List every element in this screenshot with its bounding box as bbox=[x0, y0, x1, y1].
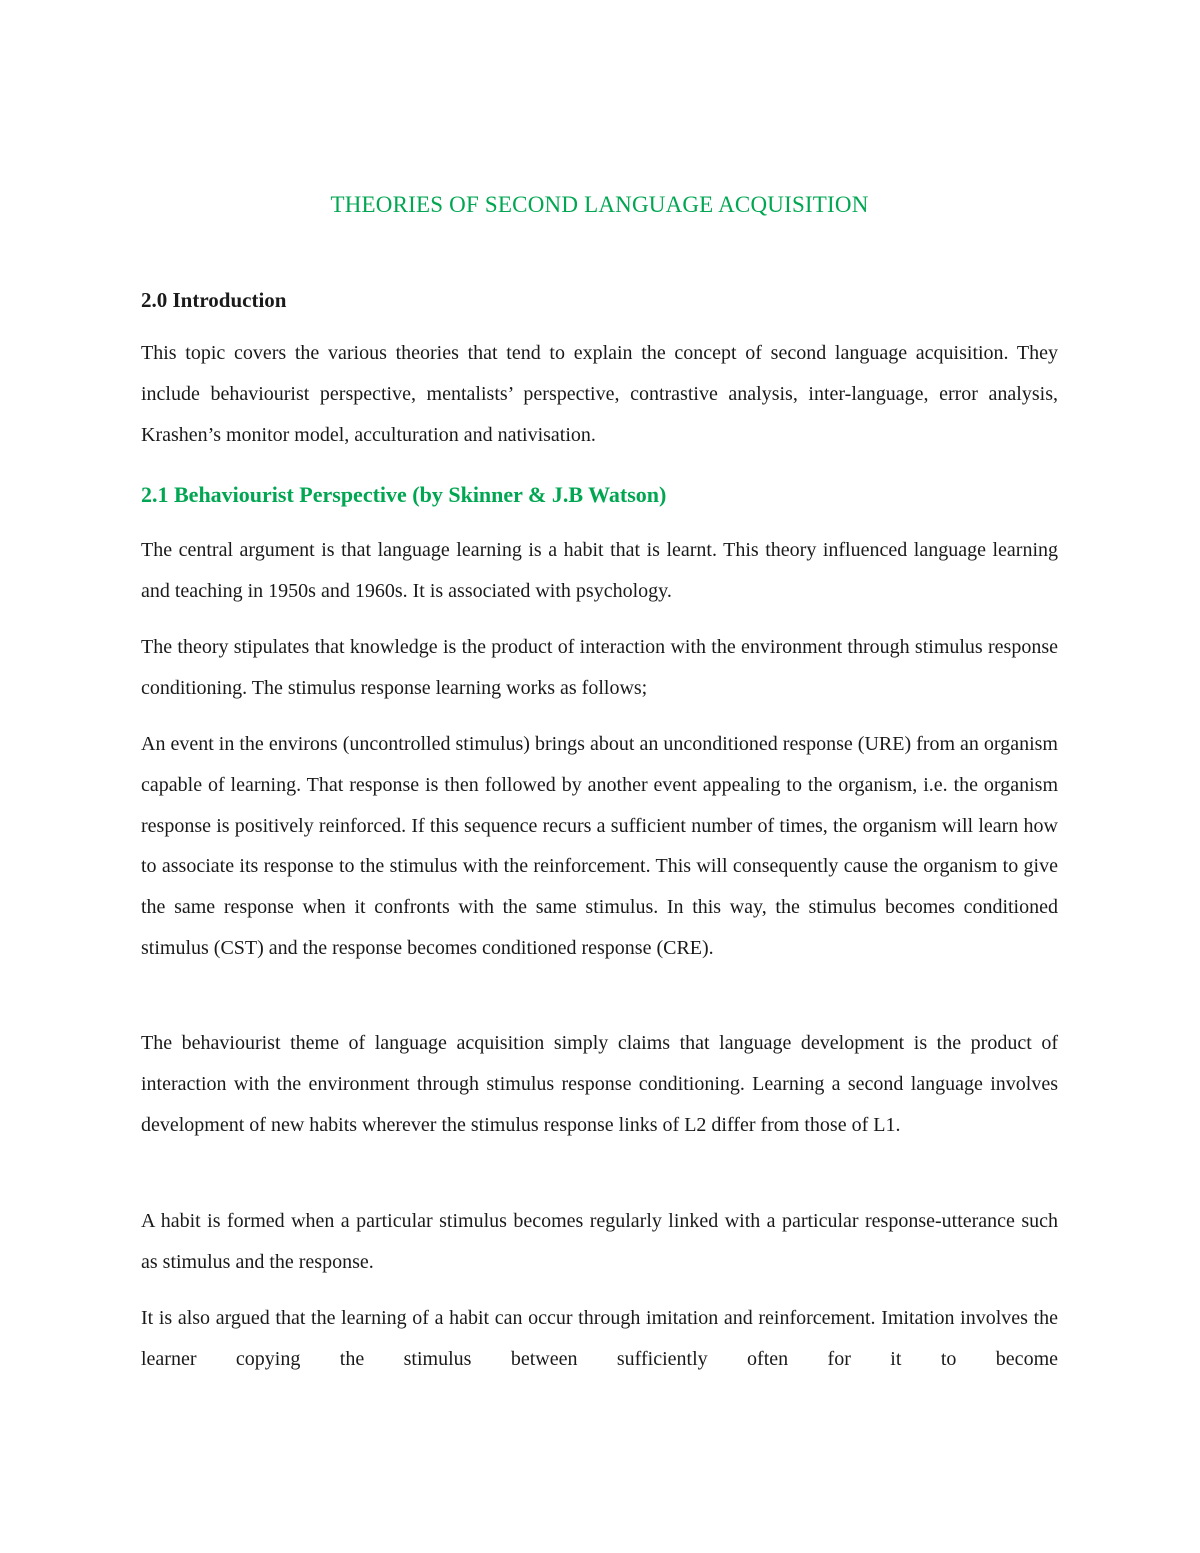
paragraph-imitation: It is also argued that the learning of a habit can occur through imitation and reinforcement. Imitation involves the learner copying the stimulus between sufficiently often for it to become bbox=[141, 1307, 1058, 1370]
paragraph-stimulus-event: An event in the environs (uncontrolled stimulus) brings about an unconditioned response (URE) from an organism capable of learning. That response is then followed by another event appealing to the organism, i.e. the organism response is positively reinforced. If this sequence recurs a sufficient number of times, the organism will learn how to associate its response to the stimulus with the reinforcement. This will consequently cause the organism to give the same response when it confronts with the same stimulus. In this way, the stimulus becomes conditioned stimulus (CST) and the response becomes conditioned response (CRE). bbox=[141, 733, 1058, 959]
paragraph-introduction: This topic covers the various theories that tend to explain the concept of second language acquisition. They include behaviourist perspective, mentalists’ perspective, contrastive analysis, inter-language, error analysis, Krashen’s monitor model, acculturation and nativisation. bbox=[141, 342, 1058, 446]
section-heading-behaviourist: 2.1 Behaviourist Perspective (by Skinner & J.B Watson) bbox=[141, 482, 667, 507]
document-title: THEORIES OF SECOND LANGUAGE ACQUISITION bbox=[330, 192, 869, 217]
section-heading-introduction: 2.0 Introduction bbox=[141, 288, 287, 312]
paragraph-theory-stipulates: The theory stipulates that knowledge is the product of interaction with the environment through stimulus response conditioning. The stimulus response learning works as follows; bbox=[141, 636, 1058, 699]
paragraph-habit-formed: A habit is formed when a particular stimulus becomes regularly linked with a particular response-utterance such as stimulus and the response. bbox=[141, 1210, 1058, 1273]
paragraph-central-argument: The central argument is that language learning is a habit that is learnt. This theory influenced language learning and teaching in 1950s and 1960s. It is associated with psychology. bbox=[141, 539, 1058, 602]
paragraph-behaviourist-theme: The behaviourist theme of language acquisition simply claims that language development is the product of interaction with the environment through stimulus response conditioning. Learning a second language involves development of new habits wherever the stimulus response links of L2 differ from those of L1. bbox=[141, 1032, 1058, 1136]
